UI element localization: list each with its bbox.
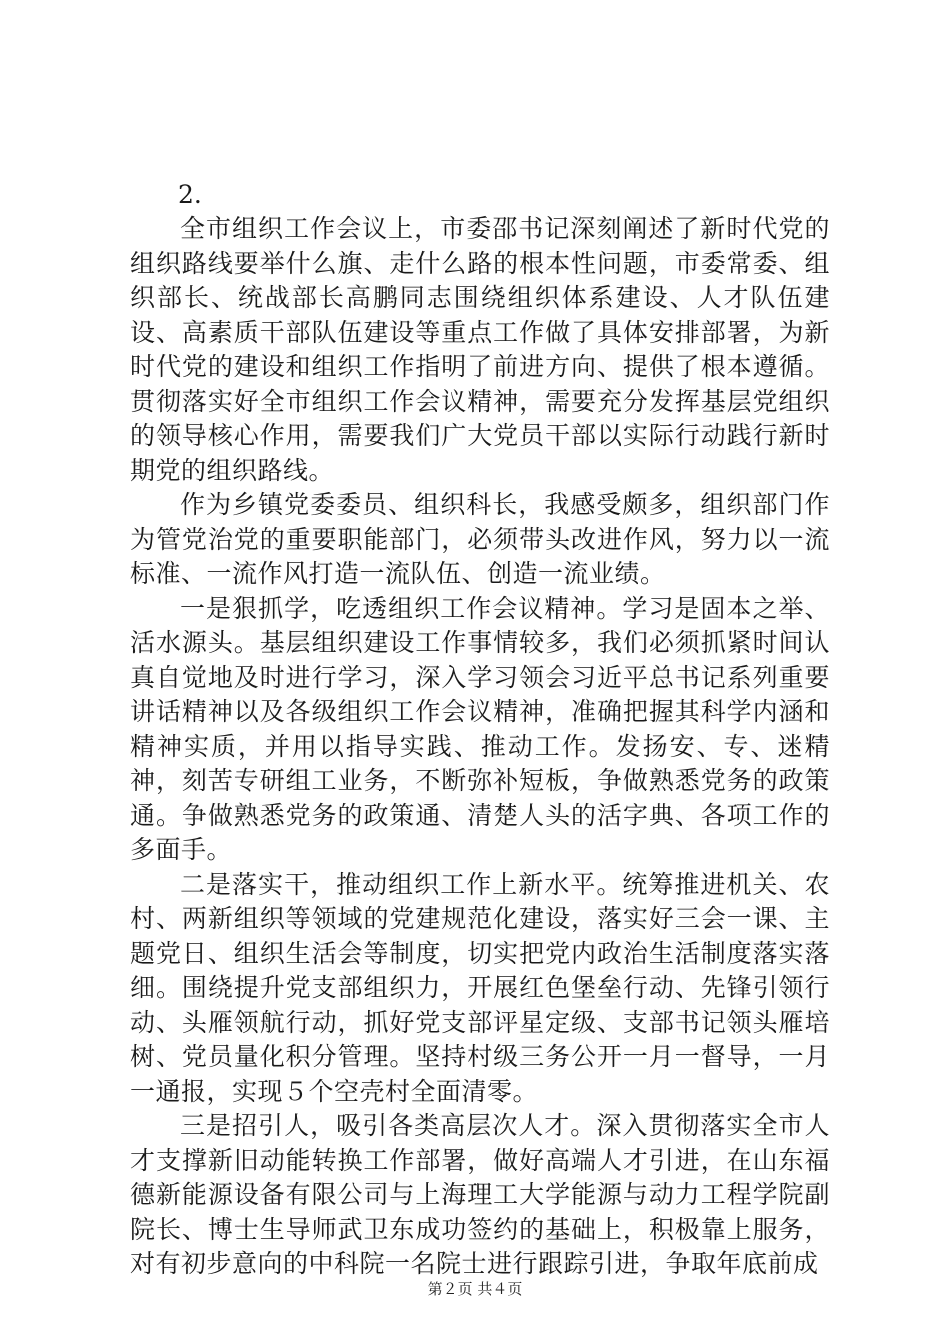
paragraph-3: 一是狠抓学，吃透组织工作会议精神。学习是固本之举、活水源头。基层组织建设工作事情较多，我们必须抓紧时间认真自觉地及时进行学习，深入学习领会习近平总书记系列重要讲话精神以及各级组织工作会议精神，准确把握其科学内涵和精神实质，并用以指导实践、推动工作。发扬安、专、迷精神，刻苦专研组工业务，不断弥补短板，争做熟悉党务的政策通。争做熟悉党务的政策通、清楚人头的活字典、各项工作的多面手。	[130, 593, 830, 864]
section-number: 2.	[178, 180, 202, 209]
page-footer: 第２页 共４页	[427, 1280, 523, 1298]
paragraph-1: 全市组织工作会议上，市委邵书记深刻阐述了新时代党的组织路线要举什么旗、走什么路的根本性问题，市委常委、组织部长、统战部长高鹏同志围绕组织体系建设、人才队伍建设、高素质干部队伍建设等重点工作做了具体安排部署，为新时代党的建设和组织工作指明了前进方向、提供了根本遵循。贯彻落实好全市组织工作会议精神，需要充分发挥基层党组织的领导核心作用，需要我们广大党员干部以实际行动践行新时期党的组织路线。	[130, 214, 830, 485]
paragraph-5: 三是招引人，吸引各类高层次人才。深入贯彻落实全市人才支撑新旧动能转换工作部署，做好高端人才引进，在山东福德新能源设备有限公司与上海理工大学能源与动力工程学院副院长、博士生导师武卫东成功签约的基础上，积极靠上服务，对有初步意向的中科院一名院士进行跟踪引进，争取年底前成	[130, 1111, 830, 1278]
document-body	[130, 178, 830, 1282]
paragraph-2: 作为乡镇党委委员、组织科长，我感受颇多，组织部门作为管党治党的重要职能部门，必须带头改进作风，努力以一流标准、一流作风打造一流队伍、创造一流业绩。	[130, 490, 830, 588]
paragraph-4: 二是落实干，推动组织工作上新水平。统筹推进机关、农村、两新组织等领域的党建规范化建设，落实好三会一课、主题党日、组织生活会等制度，切实把党内政治生活制度落实落细。围绕提升党支部组织力，开展红色堡垒行动、先锋引领行动、头雁领航行动，抓好党支部评星定级、支部书记领头雁培树、党员量化积分管理。坚持村级三务公开一月一督导，一月一通报，实现５个空壳村全面清零。	[130, 869, 830, 1106]
